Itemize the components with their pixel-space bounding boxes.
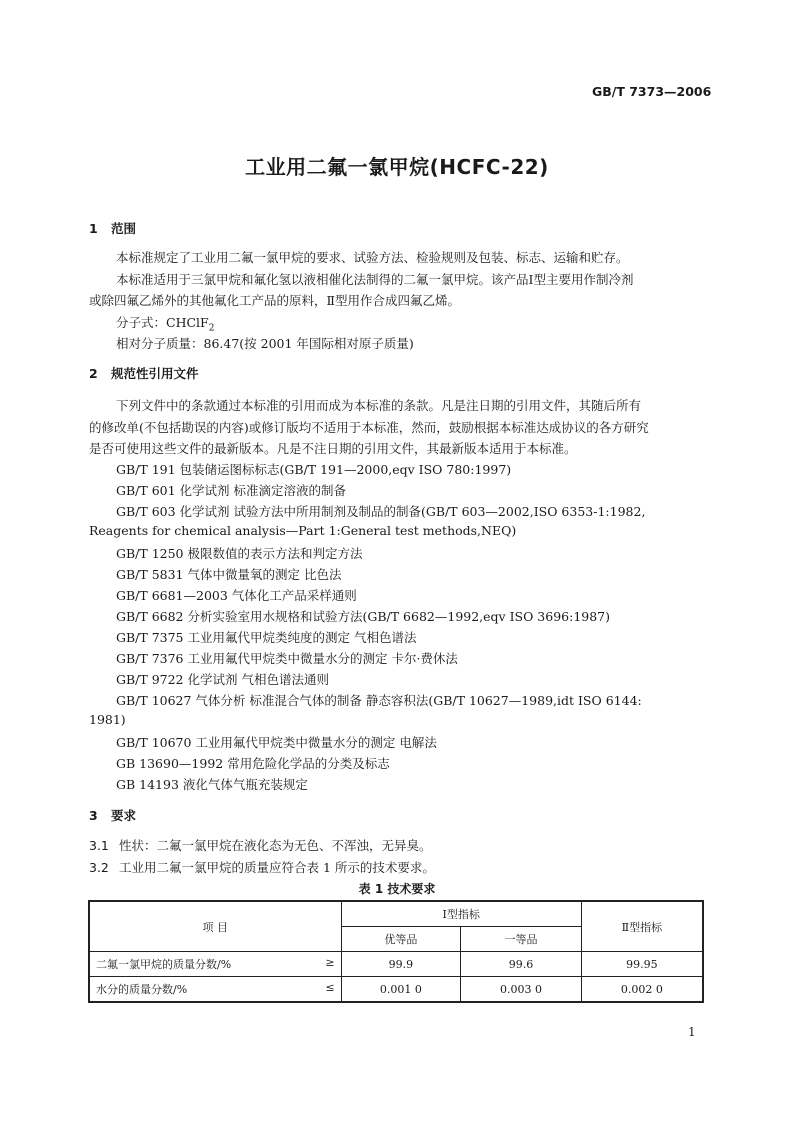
row-operator: ≥ — [325, 956, 335, 969]
reference-item: GB/T 5831 气体中微量氧的测定 比色法 — [116, 567, 342, 582]
row-operator: ≤ — [325, 981, 335, 994]
clause-text: 性状：二氟一氯甲烷在液化态为无色、不浑浊，无异臭。 — [119, 838, 432, 853]
clause-number: 3.1 — [89, 838, 109, 853]
header-type1: Ⅰ型指标 — [341, 901, 581, 927]
formula-text: 分子式：CHClF — [116, 315, 209, 330]
section-number: 3 — [89, 808, 98, 823]
clause-number: 3.2 — [89, 860, 109, 875]
reference-item: GB/T 6681—2003 气体化工产品采样通则 — [116, 588, 357, 603]
reference-item: GB/T 601 化学试剂 标准滴定溶液的制备 — [116, 483, 346, 498]
paragraph: 或除四氟乙烯外的其他氟化工产品的原料，Ⅱ型用作合成四氟乙烯。 — [89, 293, 460, 308]
reference-item: GB 13690—1992 常用危险化学品的分类及标志 — [116, 756, 390, 771]
molecular-formula — [116, 313, 214, 334]
row-name: 水分的质量分数/% — [96, 983, 188, 996]
paragraph: 本标准规定了工业用二氟一氯甲烷的要求、试验方法、检验规则及包装、标志、运输和贮存。 — [116, 250, 629, 265]
paragraph: 的修改单(不包括勘误的内容)或修订版均不适用于本标准，然而，鼓励根据本标准达成协议的各方研究 — [89, 420, 649, 435]
reference-item: GB/T 10627 气体分析 标准混合气体的制备 静态容积法(GB/T 10627—1989,idt ISO 6144: — [116, 693, 642, 708]
standard-code: GB/T 7373—2006 — [592, 84, 712, 99]
table-row — [89, 952, 703, 977]
value-cell: 99.9 — [341, 952, 461, 977]
value-cell: 0.001 0 — [341, 977, 461, 1003]
section-title: 范围 — [111, 221, 137, 236]
value-cell: 99.6 — [461, 952, 582, 977]
reference-item: GB/T 10670 工业用氟代甲烷类中微量水分的测定 电解法 — [116, 735, 437, 750]
clause-3-2 — [89, 858, 435, 876]
clause-3-1 — [89, 836, 432, 854]
reference-item: GB/T 603 化学试剂 试验方法中所用制剂及制品的制备(GB/T 603—2002,ISO 6353-1:1982, — [116, 504, 646, 519]
reference-item: GB/T 191 包装储运图标标志(GB/T 191—2000,eqv ISO 780:1997) — [116, 462, 512, 477]
section-3-heading — [89, 806, 136, 824]
section-title: 要求 — [111, 808, 137, 823]
document-title: 工业用二氟一氯甲烷(HCFC-22) — [245, 155, 549, 179]
header-item: 项 目 — [89, 901, 341, 952]
reference-item-continued: Reagents for chemical analysis—Part 1:General test methods,NEQ) — [89, 523, 517, 538]
molecular-mass: 相对分子质量：86.47(按 2001 年国际相对原子质量) — [116, 336, 414, 351]
page-number: 1 — [688, 1025, 696, 1039]
paragraph: 下列文件中的条款通过本标准的引用而成为本标准的条款。凡是注日期的引用文件，其随后所有 — [116, 398, 642, 413]
paragraph: 是否可使用这些文件的最新版本。凡是不注日期的引用文件，其最新版本适用于本标准。 — [89, 441, 577, 456]
row-name-cell — [89, 952, 341, 977]
reference-item: GB/T 7375 工业用氟代甲烷类纯度的测定 气相色谱法 — [116, 630, 417, 645]
section-number: 1 — [89, 221, 98, 236]
reference-item-continued: 1981) — [89, 712, 126, 727]
value-cell: 0.003 0 — [461, 977, 582, 1003]
section-title: 规范性引用文件 — [111, 366, 199, 381]
table-caption: 表 1 技术要求 — [358, 882, 436, 896]
section-2-heading — [89, 364, 199, 382]
row-name-cell — [89, 977, 341, 1003]
table-header-row — [89, 901, 703, 927]
section-1-heading — [89, 219, 136, 237]
requirements-table — [88, 900, 704, 1003]
header-type2: Ⅱ型指标 — [581, 901, 703, 952]
clause-text: 工业用二氟一氯甲烷的质量应符合表 1 所示的技术要求。 — [119, 860, 435, 875]
value-cell: 0.002 0 — [581, 977, 703, 1003]
reference-item: GB/T 9722 化学试剂 气相色谱法通则 — [116, 672, 329, 687]
value-cell: 99.95 — [581, 952, 703, 977]
paragraph: 本标准适用于三氯甲烷和氟化氢以液相催化法制得的二氟一氯甲烷。该产品Ⅰ型主要用作制冷剂 — [116, 272, 634, 287]
reference-item: GB/T 1250 极限数值的表示方法和判定方法 — [116, 546, 363, 561]
reference-item: GB 14193 液化气体气瓶充装规定 — [116, 777, 308, 792]
reference-item: GB/T 6682 分析实验室用水规格和试验方法(GB/T 6682—1992,eqv ISO 3696:1987) — [116, 609, 611, 624]
formula-subscript: 2 — [208, 323, 215, 334]
section-number: 2 — [89, 366, 98, 381]
table-row — [89, 977, 703, 1003]
header-type1-grade-superior: 优等品 — [341, 927, 461, 952]
reference-item: GB/T 7376 工业用氟代甲烷类中微量水分的测定 卡尔·费休法 — [116, 651, 458, 666]
row-name: 二氟一氯甲烷的质量分数/% — [96, 958, 232, 971]
header-type1-grade-first: 一等品 — [461, 927, 582, 952]
